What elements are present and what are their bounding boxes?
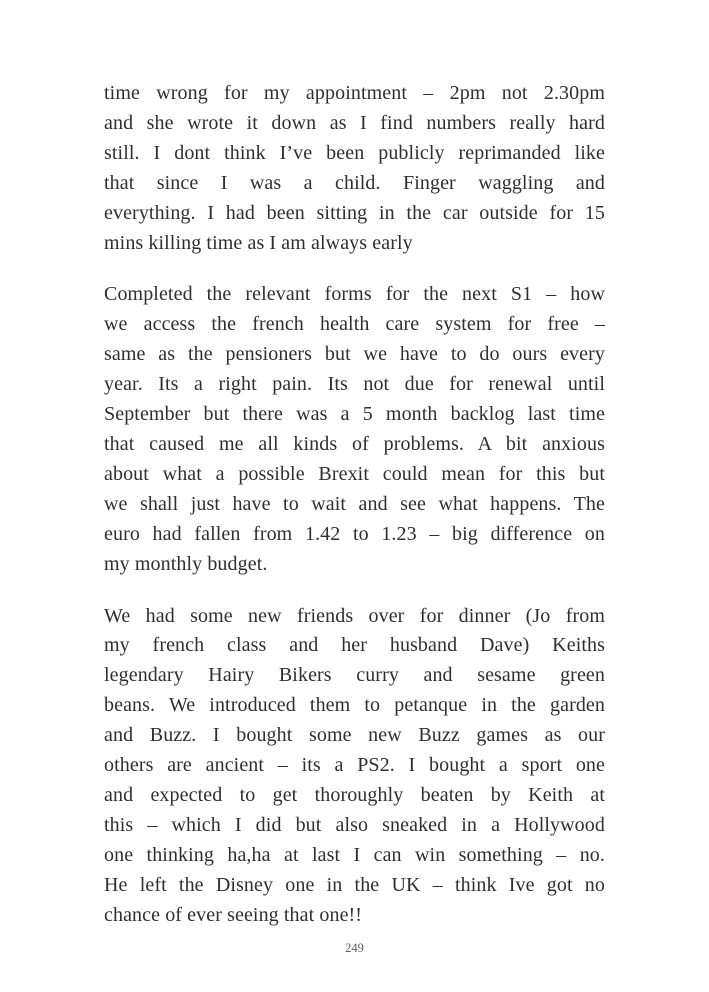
text-line: we access the french health care system for free –: [104, 313, 605, 336]
text-line: chance of ever seeing that one!!: [104, 903, 363, 926]
text-line: September but there was a 5 month backlog last time: [104, 403, 605, 426]
text-line: beans. We introduced them to petanque in the garden: [104, 694, 605, 717]
text-line: one thinking ha,ha at last I can win something – no.: [104, 843, 605, 866]
text-block: [104, 79, 605, 930]
text-line: that caused me all kinds of problems. A bit anxious: [104, 432, 605, 455]
text-line: and expected to get thoroughly beaten by Keith at: [104, 783, 605, 806]
text-line: this – which I did but also sneaked in a Hollywood: [104, 813, 605, 836]
text-line: same as the pensioners but we have to do ours every: [104, 343, 605, 366]
text-line: We had some new friends over for dinner (Jo from: [104, 604, 605, 627]
paragraph: [104, 280, 605, 579]
text-line: Completed the relevant forms for the next S1 – how: [104, 283, 605, 306]
text-line: others are ancient – its a PS2. I bought a sport one: [104, 754, 605, 777]
text-line: that since I was a child. Finger waggling and: [104, 171, 605, 194]
text-line: time wrong for my appointment – 2pm not 2.30pm: [104, 82, 605, 104]
text-line: still. I dont think I’ve been publicly reprimanded like: [104, 141, 605, 164]
text-line: my monthly budget.: [104, 552, 268, 575]
page-number: 249: [345, 941, 364, 955]
text-line: He left the Disney one in the UK – think Ive got no: [104, 873, 605, 896]
text-line: year. Its a right pain. Its not due for renewal until: [104, 373, 605, 396]
text-line: and Buzz. I bought some new Buzz games as our: [104, 724, 605, 747]
text-line: legendary Hairy Bikers curry and sesame green: [104, 664, 605, 687]
text-line: we shall just have to wait and see what happens. The: [104, 492, 605, 515]
paragraph: [104, 79, 605, 258]
text-line: euro had fallen from 1.42 to 1.23 – big difference on: [104, 522, 605, 545]
text-line: about what a possible Brexit could mean for this but: [104, 462, 605, 485]
paragraph: [104, 602, 605, 931]
text-line: everything. I had been sitting in the car outside for 15: [104, 201, 605, 224]
text-line: and she wrote it down as I find numbers really hard: [104, 111, 605, 134]
text-line: my french class and her husband Dave) Keiths: [104, 634, 605, 657]
text-line: mins killing time as I am always early: [104, 231, 413, 254]
